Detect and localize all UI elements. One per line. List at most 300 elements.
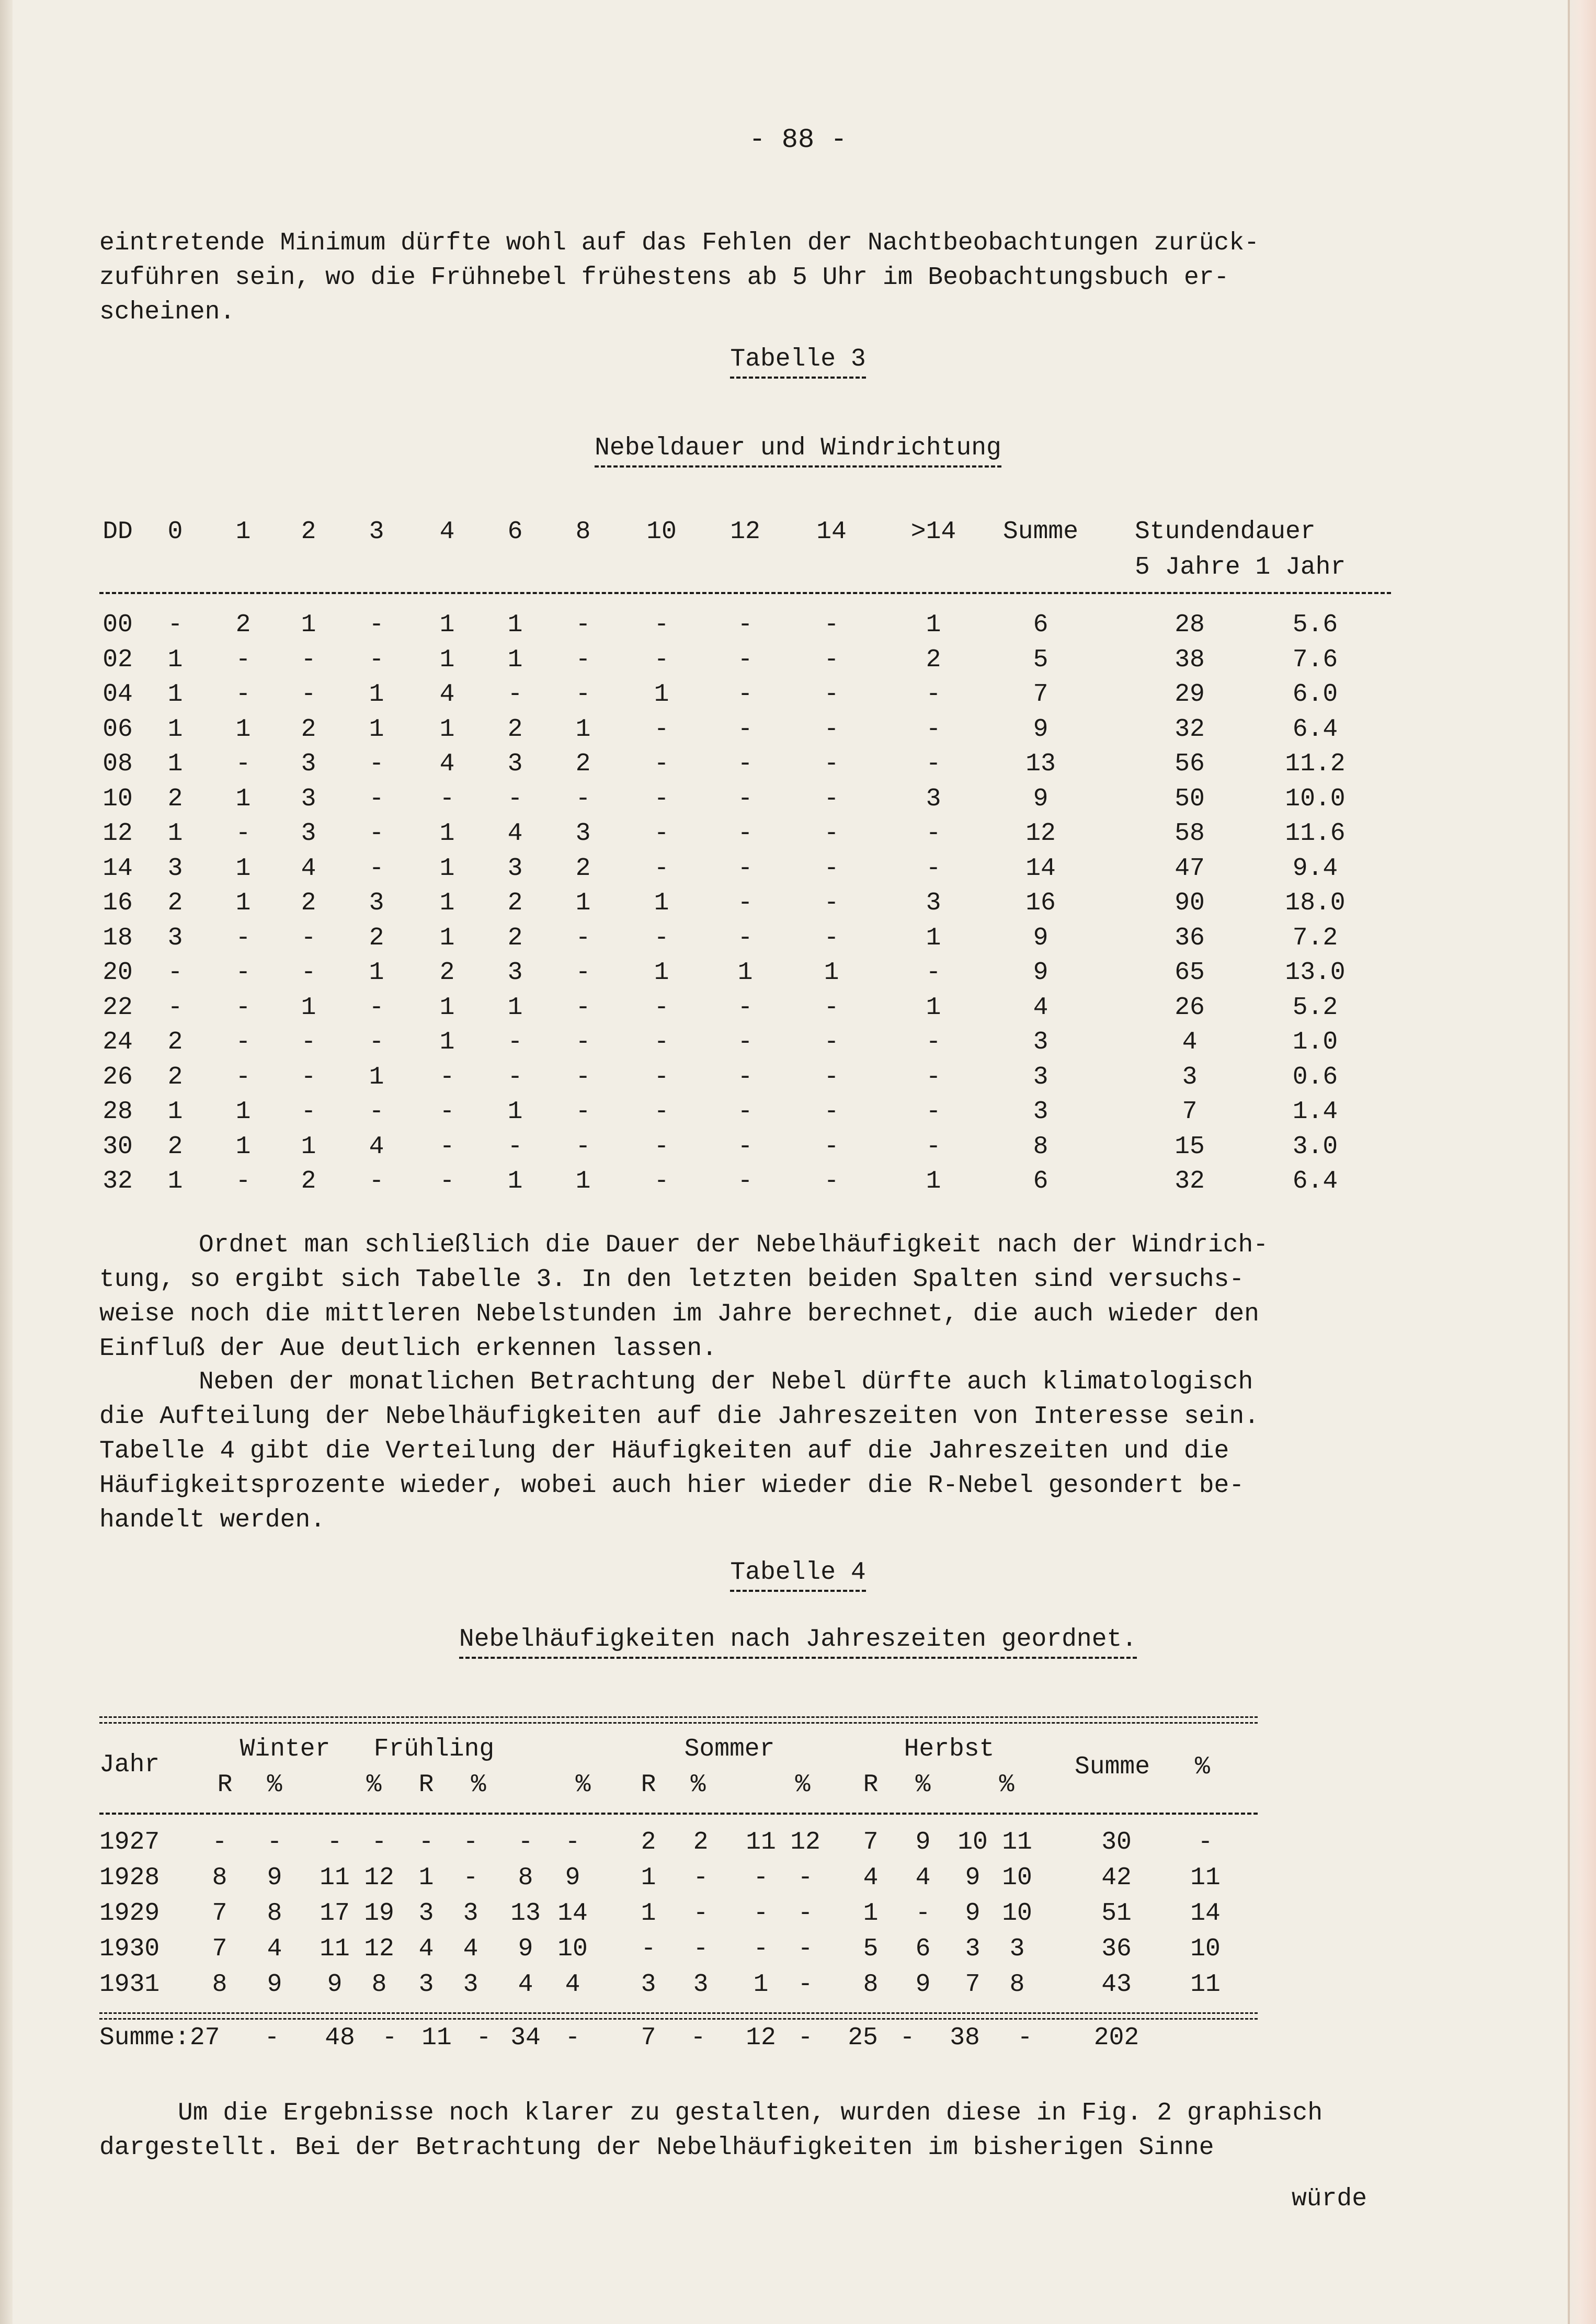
table4-label: Tabelle 4	[0, 1558, 1596, 1592]
table4-subheader-pct: %	[795, 1771, 811, 1799]
table4-cell: 9	[267, 1970, 282, 1999]
table4-cell: 7	[863, 1828, 879, 1856]
table3-cell: -	[235, 819, 251, 848]
table3-cell: 9.4	[1292, 854, 1338, 883]
table3-cell: -	[575, 959, 591, 987]
table3-cell: 1	[926, 924, 941, 952]
table3-cell: 65	[1175, 959, 1205, 987]
table3-cell: 9	[1033, 959, 1048, 987]
table4-cell: 5	[863, 1935, 879, 1963]
table4-subheader-pct: %	[915, 1771, 931, 1799]
table3-cell: 1	[439, 993, 455, 1022]
table3-cell: 00	[102, 611, 133, 639]
table4-cell: 12	[364, 1864, 394, 1892]
table3-cell: 9	[1033, 715, 1048, 744]
table3-cell: -	[654, 611, 669, 639]
table3-cell: 14	[1025, 854, 1056, 883]
table3-cell: -	[575, 784, 591, 813]
table4-subheader-r: R	[217, 1771, 233, 1799]
table4-cell: -	[463, 1864, 478, 1892]
table3-cell: -	[926, 819, 941, 848]
paragraph-intro	[99, 226, 1412, 329]
table3-cell: 13	[1025, 750, 1056, 778]
table3-cell: -	[654, 924, 669, 952]
table3-cell: 1	[167, 1098, 183, 1126]
table3-cell: 1	[507, 1098, 523, 1126]
table3-cell: -	[926, 1028, 941, 1056]
table3-cell: -	[235, 645, 251, 674]
table4-cell: 8	[212, 1864, 227, 1892]
table3-cell: 4	[301, 854, 316, 883]
table4-cell: 10	[957, 1828, 988, 1856]
table4-cell: 9	[565, 1864, 580, 1892]
table3-cell: -	[301, 680, 316, 709]
table3-cell: -	[926, 715, 941, 744]
table4-cell: 9	[965, 1899, 981, 1928]
table3-cell: 1	[507, 645, 523, 674]
table4-sum-cell: 48	[325, 2024, 355, 2052]
table3-cell: 2	[439, 959, 455, 987]
table4-header-season: Winter	[240, 1735, 330, 1763]
table4-sum-cell: -	[899, 2024, 915, 2052]
table3-cell: -	[369, 1028, 384, 1056]
table3-cell: -	[439, 1167, 455, 1195]
table3-cell: -	[369, 784, 384, 813]
table4-cell: 7	[212, 1935, 227, 1963]
table3-cell: -	[737, 1132, 753, 1161]
table4-cell: 3	[418, 1899, 434, 1928]
table4-cell: -	[327, 1828, 343, 1856]
table4-top-rule	[99, 1716, 1258, 1724]
table4-sum-cell: -	[264, 2024, 280, 2052]
table4-cell: -	[693, 1935, 709, 1963]
table3-label: Tabelle 3	[0, 345, 1596, 379]
table3-cell: -	[439, 1063, 455, 1091]
table3-cell: 1	[369, 715, 384, 744]
table4-cell: 4	[863, 1864, 879, 1892]
table3-cell: 29	[1175, 680, 1205, 709]
table3-cell: 32	[1175, 1167, 1205, 1195]
table3-cell: 36	[1175, 924, 1205, 952]
table4-cell: 10	[1002, 1899, 1032, 1928]
table3-cell: 1	[167, 680, 183, 709]
table3-cell: 9	[1033, 924, 1048, 952]
table4-cell: -	[565, 1828, 580, 1856]
table3-cell: -	[654, 1028, 669, 1056]
table3-cell: 4	[507, 819, 523, 848]
table3-header-cell: 2	[301, 518, 316, 546]
table3-cell: -	[737, 889, 753, 917]
table4-sum-cell: Summe:27	[99, 2024, 220, 2052]
table3-cell: -	[926, 959, 941, 987]
table4-cell: 1	[418, 1864, 434, 1892]
table4-cell: 11	[320, 1935, 350, 1963]
table4-title: Nebelhäufigkeiten nach Jahreszeiten geordnet.	[0, 1625, 1596, 1659]
table4-cell: 17	[320, 1899, 350, 1928]
table4-cell: 10	[1190, 1935, 1221, 1963]
table3-cell: 30	[102, 1132, 133, 1161]
table3-cell: 11.2	[1285, 750, 1346, 778]
table3-cell: 3	[167, 854, 183, 883]
table4-cell: 8	[1009, 1970, 1025, 1999]
table3-cell: -	[301, 645, 316, 674]
text-line: Ordnet man schließlich die Dauer der Nebelhäufigkeit nach der Windrich-	[199, 1231, 1269, 1259]
table3-cell: -	[926, 750, 941, 778]
table3-header-cell: 6	[507, 518, 523, 546]
table4-cell: 36	[1101, 1935, 1132, 1963]
table3-cell: 2	[507, 924, 523, 952]
table3-cell: 4	[439, 680, 455, 709]
table3-header-cell: 12	[730, 518, 760, 546]
table3-cell: -	[575, 680, 591, 709]
table4-cell: 10	[1002, 1864, 1032, 1892]
table4-sum-cell: -	[382, 2024, 397, 2052]
table3-cell: 1	[507, 1167, 523, 1195]
table4-cell: 51	[1101, 1899, 1132, 1928]
table3-cell: 6	[1033, 611, 1048, 639]
table4-cell: 8	[267, 1899, 282, 1928]
table3-cell: -	[737, 680, 753, 709]
table3-header-cell: 14	[816, 518, 847, 546]
text-line: Einfluß der Aue deutlich erkennen lassen.	[99, 1335, 717, 1363]
table4-cell: 2	[641, 1828, 656, 1856]
table3-cell: 1	[235, 889, 251, 917]
table3-cell: 58	[1175, 819, 1205, 848]
table4-cell: 6	[915, 1935, 931, 1963]
table3-cell: 5	[1033, 645, 1048, 674]
table3-header-cell: >14	[910, 518, 956, 546]
table3-cell: -	[737, 819, 753, 848]
table3-header-cell: 0	[167, 518, 183, 546]
table3-cell: -	[235, 993, 251, 1022]
table3-cell: 3	[926, 889, 941, 917]
table4-subheader-pct: %	[471, 1771, 486, 1799]
table4-cell: 1928	[99, 1864, 160, 1892]
table3-cell: 5.2	[1292, 993, 1338, 1022]
table3-cell: 3	[1033, 1028, 1048, 1056]
table3-cell: -	[824, 1167, 839, 1195]
table4-cell: 4	[518, 1970, 533, 1999]
table4-cell: 1	[753, 1970, 769, 1999]
table3-cell: -	[737, 645, 753, 674]
table3-cell: 4	[369, 1132, 384, 1161]
table4-sum-rule	[99, 2012, 1258, 2020]
table3-cell: 0.6	[1292, 1063, 1338, 1091]
table3-cell: 1	[507, 611, 523, 639]
table3-cell: -	[737, 1063, 753, 1091]
table3-cell: 3	[1033, 1098, 1048, 1126]
table3-cell: 3	[575, 819, 591, 848]
table4-cell: 19	[364, 1899, 394, 1928]
table4-cell: 7	[965, 1970, 981, 1999]
table3-cell: -	[369, 819, 384, 848]
table3-cell: -	[654, 645, 669, 674]
table4-cell: 8	[371, 1970, 387, 1999]
table3-cell: 26	[102, 1063, 133, 1091]
table4-cell: 1929	[99, 1899, 160, 1928]
table3-cell: 12	[1025, 819, 1056, 848]
table4-cell: 9	[518, 1935, 533, 1963]
table3-header-cell: 10	[646, 518, 677, 546]
text-line: die Aufteilung der Nebelhäufigkeiten auf die Jahreszeiten von Interesse sein.	[99, 1403, 1259, 1431]
table3-cell: 3	[369, 889, 384, 917]
table4-cell: 1931	[99, 1970, 160, 1999]
table3-cell: 7.6	[1292, 645, 1338, 674]
table3-cell: 22	[102, 993, 133, 1022]
table3-cell: 1	[654, 959, 669, 987]
table3-header-cell: 3	[369, 518, 384, 546]
table4-subheader-r: R	[863, 1771, 879, 1799]
table3-cell: -	[824, 1063, 839, 1091]
table4-cell: 8	[518, 1864, 533, 1892]
paragraph-explanation	[99, 1228, 1412, 1366]
table3-cell: -	[737, 924, 753, 952]
table3-cell: -	[301, 959, 316, 987]
table3-cell: 3	[926, 784, 941, 813]
table3-cell: 1	[235, 784, 251, 813]
text-line: Neben der monatlichen Betrachtung der Nebel dürfte auch klimatologisch	[199, 1368, 1253, 1396]
table3-cell: -	[824, 819, 839, 848]
table4-header-summe: Summe	[1075, 1753, 1150, 1781]
table4-subheader-r: R	[418, 1771, 434, 1799]
table3-cell: 4	[1033, 993, 1048, 1022]
table3-cell: 6	[1033, 1167, 1048, 1195]
catchword: würde	[1292, 2185, 1367, 2213]
table3-cell: 02	[102, 645, 133, 674]
table3-cell: 1	[439, 924, 455, 952]
table4-cell: 1927	[99, 1828, 160, 1856]
table3-cell: 3	[301, 784, 316, 813]
table4-cell: 3	[463, 1899, 478, 1928]
table3-cell: -	[369, 645, 384, 674]
table4-cell: -	[753, 1935, 769, 1963]
table3-cell: 2	[369, 924, 384, 952]
table3-cell: -	[654, 1167, 669, 1195]
table3-cell: 1	[439, 889, 455, 917]
table3-cell: -	[926, 1132, 941, 1161]
table3-cell: 2	[167, 1132, 183, 1161]
table4-cell: -	[418, 1828, 434, 1856]
table3-cell: -	[301, 924, 316, 952]
paragraph-seasons	[99, 1365, 1412, 1537]
table3-cell: -	[235, 750, 251, 778]
table3-cell: 2	[575, 750, 591, 778]
table3-header-cell: 1	[235, 518, 251, 546]
table3-cell: -	[737, 715, 753, 744]
table3-cell: -	[654, 819, 669, 848]
table4-cell: 42	[1101, 1864, 1132, 1892]
table4-cell: 3	[641, 1970, 656, 1999]
table4-cell: -	[797, 1970, 813, 1999]
table3-cell: 1	[439, 645, 455, 674]
table3-cell: 32	[102, 1167, 133, 1195]
table4-sum-cell: 38	[950, 2024, 980, 2052]
text-line: handelt werden.	[99, 1506, 326, 1534]
table3-cell: -	[369, 854, 384, 883]
text-line: scheinen.	[99, 298, 235, 326]
text-line: Um die Ergebnisse noch klarer zu gestalten, wurden diese in Fig. 2 graphisch	[178, 2099, 1323, 2127]
table3-cell: -	[439, 1132, 455, 1161]
table3-cell: 1	[926, 1167, 941, 1195]
table3-cell: 38	[1175, 645, 1205, 674]
table4-cell: 3	[965, 1935, 981, 1963]
table3-cell: 4	[1182, 1028, 1198, 1056]
table3-cell: 4	[439, 750, 455, 778]
table3-cell: -	[824, 1132, 839, 1161]
table3-cell: 2	[235, 611, 251, 639]
table4-cell: 9	[267, 1864, 282, 1892]
table4-sum-cell: 11	[421, 2024, 452, 2052]
table3-cell: 14	[102, 854, 133, 883]
table4-cell: -	[797, 1899, 813, 1928]
table4-cell: 12	[790, 1828, 820, 1856]
table3-cell: 7.2	[1292, 924, 1338, 952]
table3-cell: -	[575, 645, 591, 674]
table3-cell: 13.0	[1285, 959, 1346, 987]
table4-subheader-pct: %	[575, 1771, 591, 1799]
table3-cell: 10	[102, 784, 133, 813]
table3-cell: 1	[301, 1132, 316, 1161]
table4-cell: 8	[212, 1970, 227, 1999]
text-line: eintretende Minimum dürfte wohl auf das Fehlen der Nachtbeobachtungen zurück-	[99, 229, 1259, 257]
table4-sum-cell: -	[565, 2024, 580, 2052]
table4-cell: 12	[364, 1935, 394, 1963]
table3-cell: -	[926, 1063, 941, 1091]
table3-cell: -	[235, 1063, 251, 1091]
table3-cell: 1	[167, 1167, 183, 1195]
table3-cell: 18	[102, 924, 133, 952]
table3-cell: 04	[102, 680, 133, 709]
table4-sum-cell: 12	[746, 2024, 776, 2052]
table3-cell: -	[824, 611, 839, 639]
table3-cell: 1	[167, 750, 183, 778]
table3-cell: 1	[235, 1098, 251, 1126]
table3-cell: 1	[235, 854, 251, 883]
text-line: Häufigkeitsprozente wieder, wobei auch hier wieder die R-Nebel gesondert be-	[99, 1472, 1245, 1500]
table4-cell: 4	[565, 1970, 580, 1999]
table4-cell: 1	[863, 1899, 879, 1928]
table4-cell: 1930	[99, 1935, 160, 1963]
table3-cell: 1	[926, 993, 941, 1022]
table3-cell: -	[507, 1063, 523, 1091]
table3-cell: 1	[167, 819, 183, 848]
table4-cell: 1	[641, 1899, 656, 1928]
table4-header-jahr: Jahr	[99, 1751, 160, 1779]
table3-cell: 20	[102, 959, 133, 987]
table3-cell: 3	[301, 819, 316, 848]
table4-cell: -	[797, 1935, 813, 1963]
table4-header-season: Herbst	[904, 1735, 995, 1763]
table3-cell: -	[507, 680, 523, 709]
table3-cell: 12	[102, 819, 133, 848]
paragraph-conclusion	[99, 2096, 1412, 2165]
table3-cell: -	[737, 993, 753, 1022]
table3-cell: 2	[167, 1028, 183, 1056]
table3-cell: 2	[507, 889, 523, 917]
table4-cell: -	[267, 1828, 282, 1856]
table3-cell: 2	[167, 784, 183, 813]
table4-sum-cell: 7	[641, 2024, 656, 2052]
table3-cell: 2	[507, 715, 523, 744]
table3-cell: 1	[439, 819, 455, 848]
table4-cell: -	[797, 1864, 813, 1892]
table3-cell: -	[737, 784, 753, 813]
table3-cell: 6.4	[1292, 1167, 1338, 1195]
table3-cell: -	[301, 1098, 316, 1126]
table4-cell: 2	[693, 1828, 709, 1856]
table3-header-cell: DD	[102, 518, 133, 546]
table4-sum-cell: -	[690, 2024, 706, 2052]
table3-cell: 1	[737, 959, 753, 987]
table4-cell: -	[753, 1864, 769, 1892]
table3-cell: 3	[507, 854, 523, 883]
table3-cell: -	[654, 1098, 669, 1126]
table4-cell: 10	[557, 1935, 588, 1963]
table4-cell: 11	[1002, 1828, 1032, 1856]
table4-sum-cell: 25	[848, 2024, 878, 2052]
table3-cell: 1	[654, 889, 669, 917]
table3-cell: -	[824, 680, 839, 709]
table4-header-pct: %	[1195, 1753, 1210, 1781]
table4-cell: 4	[418, 1935, 434, 1963]
table4-cell: -	[641, 1935, 656, 1963]
table4-subheader-r: R	[641, 1771, 656, 1799]
table4-subheader-pct: %	[999, 1771, 1014, 1799]
table3-cell: -	[167, 959, 183, 987]
table3-cell: 1	[167, 715, 183, 744]
table3-cell: -	[369, 993, 384, 1022]
table3-cell: 3	[301, 750, 316, 778]
table3-cell: -	[654, 750, 669, 778]
table4-sum-cell: -	[797, 2024, 813, 2052]
table3-cell: 1	[301, 993, 316, 1022]
table4-cell: -	[915, 1899, 931, 1928]
table4-cell: 4	[915, 1864, 931, 1892]
table3-cell: 2	[301, 715, 316, 744]
table3-cell: -	[654, 1063, 669, 1091]
table3-cell: 26	[1175, 993, 1205, 1022]
table3-cell: 1	[824, 959, 839, 987]
text-line: dargestellt. Bei der Betrachtung der Nebelhäufigkeiten im bisherigen Sinne	[99, 2134, 1214, 2162]
table3-cell: 3	[507, 959, 523, 987]
table3-cell: -	[235, 924, 251, 952]
table3-cell: 1	[439, 854, 455, 883]
table4-cell: 11	[320, 1864, 350, 1892]
table3-cell: -	[369, 1098, 384, 1126]
table3-cell: -	[507, 784, 523, 813]
table3-header-cell: 4	[439, 518, 455, 546]
table3-cell: 56	[1175, 750, 1205, 778]
table4-cell: 30	[1101, 1828, 1132, 1856]
table4-header-season: Frühling	[373, 1735, 495, 1763]
table3-cell: 3	[1033, 1063, 1048, 1091]
table3-cell: 3	[1182, 1063, 1198, 1091]
table4-cell: 3	[1009, 1935, 1025, 1963]
table3-cell: -	[507, 1132, 523, 1161]
table3-cell: -	[737, 1167, 753, 1195]
page-number: - 88 -	[749, 124, 847, 155]
table3-cell: -	[369, 611, 384, 639]
table3-cell: -	[737, 750, 753, 778]
table4-sum-cell: 202	[1093, 2024, 1139, 2052]
table3-cell: -	[824, 750, 839, 778]
table3-cell: 3	[507, 750, 523, 778]
table3-cell: -	[439, 784, 455, 813]
table3-cell: 08	[102, 750, 133, 778]
table3-cell: 8	[1033, 1132, 1048, 1161]
table3-cell: -	[654, 1132, 669, 1161]
table3-cell: -	[926, 680, 941, 709]
